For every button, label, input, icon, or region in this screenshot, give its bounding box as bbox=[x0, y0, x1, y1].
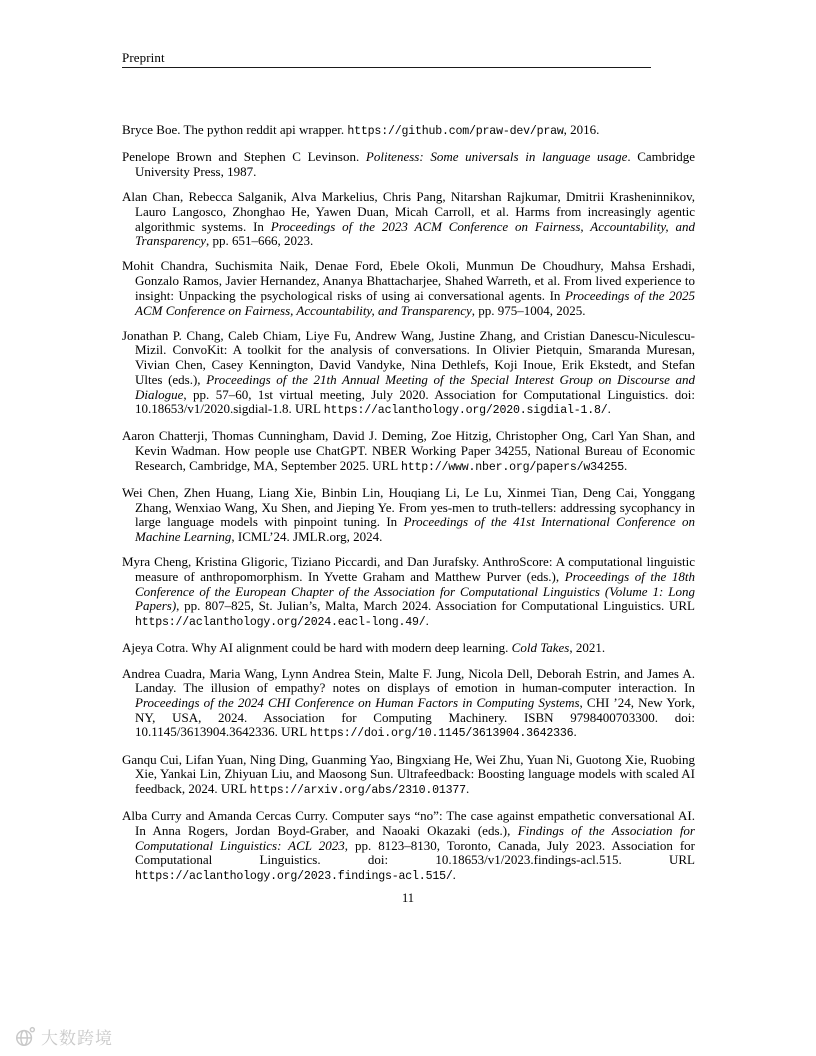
reference-venue-title: Proceedings of the 2024 CHI Conference on Human Factors in Computing Systems bbox=[135, 695, 580, 710]
reference-text: Myra Cheng, Kristina Gligoric, Tiziano Piccardi, and Dan Jurafsky. AnthroScore: A computational linguistic measure of anthropomorphism. In Yvette Graham and Matthew Purver (eds.), bbox=[122, 554, 695, 585]
reference-entry bbox=[122, 555, 695, 631]
reference-entry bbox=[122, 486, 695, 545]
reference-text: , 2016. bbox=[563, 122, 600, 137]
reference-text: . bbox=[623, 457, 628, 473]
reference-venue-title: Findings of the Association for Computational Linguistics: ACL 2023 bbox=[135, 822, 695, 853]
reference-entry bbox=[122, 190, 695, 249]
reference-text: , pp. 8123–8130, Toronto, Canada, July 2023. Association for Computational Linguistics. doi: 10.18653/v1/2023.findings-acl.515. URL bbox=[135, 837, 695, 868]
reference-text: . bbox=[573, 724, 577, 740]
reference-text: , CHI ’24, New York, NY, USA, 2024. Association for Computing Machinery. ISBN 9798400703300. doi: 10.1145/3613904.3642336. URL bbox=[135, 695, 695, 740]
reference-url[interactable]: https://aclanthology.org/2020.sigdial-1.8/ bbox=[323, 404, 608, 418]
reference-text: Wei Chen, Zhen Huang, Liang Xie, Binbin Lin, Houqiang Li, Le Lu, Xinmei Tian, Deng Cai, Yonggang Zhang, Wenxiao Wang, Xu Shen, and Jieping Ye. From yes-men to truth-tellers: addressing sycophancy in large language models with pinpoint tuning. In bbox=[122, 485, 695, 530]
reference-venue-title: Proceedings of the 41st International Conference on Machine Learning bbox=[135, 514, 695, 545]
reference-text: , pp. 807–825, St. Julian’s, Malta, March 2024. Association for Computational Linguistics. URL bbox=[176, 598, 695, 614]
reference-text: Ganqu Cui, Lifan Yuan, Ning Ding, Guanming Yao, Bingxiang He, Wei Zhu, Yuan Ni, Guotong Xie, Ruobing Xie, Yankai Lin, Zhiyuan Liu, and Maosong Sun. Ultrafeedback: Boosting language models with scaled AI feedback, 2024. URL bbox=[122, 751, 695, 797]
reference-text: Alan Chan, Rebecca Salganik, Alva Markelius, Chris Pang, Nitarshan Rajkumar, Dmitrii Krasheninnikov, Lauro Langosco, Zhonghao He, Yawen Duan, Micah Carroll, et al. Harms from increasingly agentic algorithmic systems. In bbox=[122, 189, 695, 234]
reference-text: . bbox=[465, 781, 470, 797]
reference-venue-title: Proceedings of the 2025 ACM Conference on Fairness, Accountability, and Transparency bbox=[135, 287, 695, 318]
reference-text: Penelope Brown and Stephen C Levinson. bbox=[122, 149, 366, 165]
reference-url[interactable]: https://github.com/praw-dev/praw bbox=[347, 125, 564, 138]
globe-logo-icon bbox=[14, 1026, 36, 1048]
reference-venue-title: Politeness: Some universals in language usage bbox=[365, 149, 628, 165]
reference-text: Jonathan P. Chang, Caleb Chiam, Liye Fu, Andrew Wang, Justine Zhang, and Cristian Danescu-Niculescu-Mizil. ConvoKit: A toolkit for the analysis of conversations. In Olivier Pietquin, Smaranda Muresan, Vivian Chen, Casey Kennington, David Vandyke, Nina Dethlefs, Koji Inoue, Erik Ekstedt, and Stefan Ultes (eds.), bbox=[122, 327, 695, 387]
reference-text: Alba Curry and Amanda Cercas Curry. Computer says “no”: The case against empathetic conversational AI. In Anna Rogers, Jordan Boyd-Graber, and Naoaki Okazaki (eds.), bbox=[122, 808, 695, 838]
reference-url[interactable]: https://aclanthology.org/2024.eacl-long.49/ bbox=[135, 616, 426, 630]
reference-url[interactable]: https://aclanthology.org/2023.findings-acl.515/ bbox=[135, 870, 453, 884]
reference-entry bbox=[122, 753, 695, 799]
reference-text: , 2021. bbox=[569, 640, 606, 656]
reference-text: , ICML’24. JMLR.org, 2024. bbox=[231, 529, 383, 545]
reference-entry bbox=[122, 329, 695, 419]
running-header-label: Preprint bbox=[122, 50, 165, 65]
reference-text: . Cambridge University Press, 1987. bbox=[135, 149, 696, 179]
reference-url[interactable]: http://www.nber.org/papers/w34255 bbox=[400, 460, 624, 474]
reference-text: , pp. 651–666, 2023. bbox=[206, 233, 314, 249]
reference-entry bbox=[122, 259, 695, 318]
reference-text: Andrea Cuadra, Maria Wang, Lynn Andrea Stein, Malte F. Jung, Nicola Dell, Deborah Estrin, and James A. Landay. The illusion of empathy? notes on displays of emotion in human-computer interaction. In bbox=[122, 665, 695, 696]
reference-text: , pp. 975–1004, 2025. bbox=[471, 302, 586, 318]
reference-venue-title: Proceedings of the 21th Annual Meeting of the Special Interest Group on Discourse and Dialogue bbox=[135, 371, 695, 402]
reference-entry bbox=[122, 809, 695, 885]
reference-text: Mohit Chandra, Suchismita Naik, Denae Ford, Ebele Okoli, Munmun De Choudhury, Mahsa Ershadi, Gonzalo Ramos, Javier Hernandez, Ananya Bhattacharjee, Shahed Warreth, et al. From lived experience to insight: Unpacking the psychological risks of using ai conversational agents. In bbox=[122, 258, 695, 303]
reference-text: . bbox=[452, 867, 456, 883]
reference-text: . bbox=[425, 613, 429, 629]
running-header bbox=[122, 50, 652, 66]
reference-url[interactable]: https://arxiv.org/abs/2310.01377 bbox=[249, 784, 466, 798]
reference-text: . bbox=[607, 401, 611, 417]
reference-entry bbox=[122, 667, 695, 743]
reference-entry bbox=[122, 641, 695, 656]
reference-venue-title: Cold Takes bbox=[511, 640, 570, 656]
reference-entry bbox=[122, 429, 695, 475]
watermark bbox=[14, 1024, 113, 1049]
references-list bbox=[122, 123, 695, 895]
reference-text: Aaron Chatterji, Thomas Cunningham, David J. Deming, Zoe Hitzig, Christopher Ong, Carl Yan Shan, and Kevin Wadman. How people use ChatGPT. NBER Working Paper 34255, National Bureau of Economic Research, Cambridge, MA, September 2025. URL bbox=[122, 428, 695, 473]
reference-entry bbox=[122, 123, 695, 140]
reference-entry bbox=[122, 150, 695, 179]
reference-text: Ajeya Cotra. Why AI alignment could be hard with modern deep learning. bbox=[122, 640, 512, 656]
header-rule bbox=[122, 67, 651, 68]
watermark-text: 大数跨境 bbox=[41, 1029, 113, 1049]
reference-text: , pp. 57–60, 1st virtual meeting, July 2020. Association for Computational Linguistics. doi: 10.18653/v1/2020.sigdial-1.8. URL bbox=[135, 386, 695, 417]
page-number: 11 bbox=[401, 891, 415, 905]
reference-text: Bryce Boe. The python reddit api wrapper. bbox=[122, 122, 348, 137]
reference-venue-title: Proceedings of the 18th Conference of the European Chapter of the Association for Computational Linguistics (Volume 1: Long Papers) bbox=[135, 569, 695, 614]
reference-venue-title: Proceedings of the 2023 ACM Conference on Fairness, Accountability, and Transparency bbox=[135, 218, 695, 249]
reference-url[interactable]: https://doi.org/10.1145/3613904.3642336 bbox=[309, 727, 574, 741]
